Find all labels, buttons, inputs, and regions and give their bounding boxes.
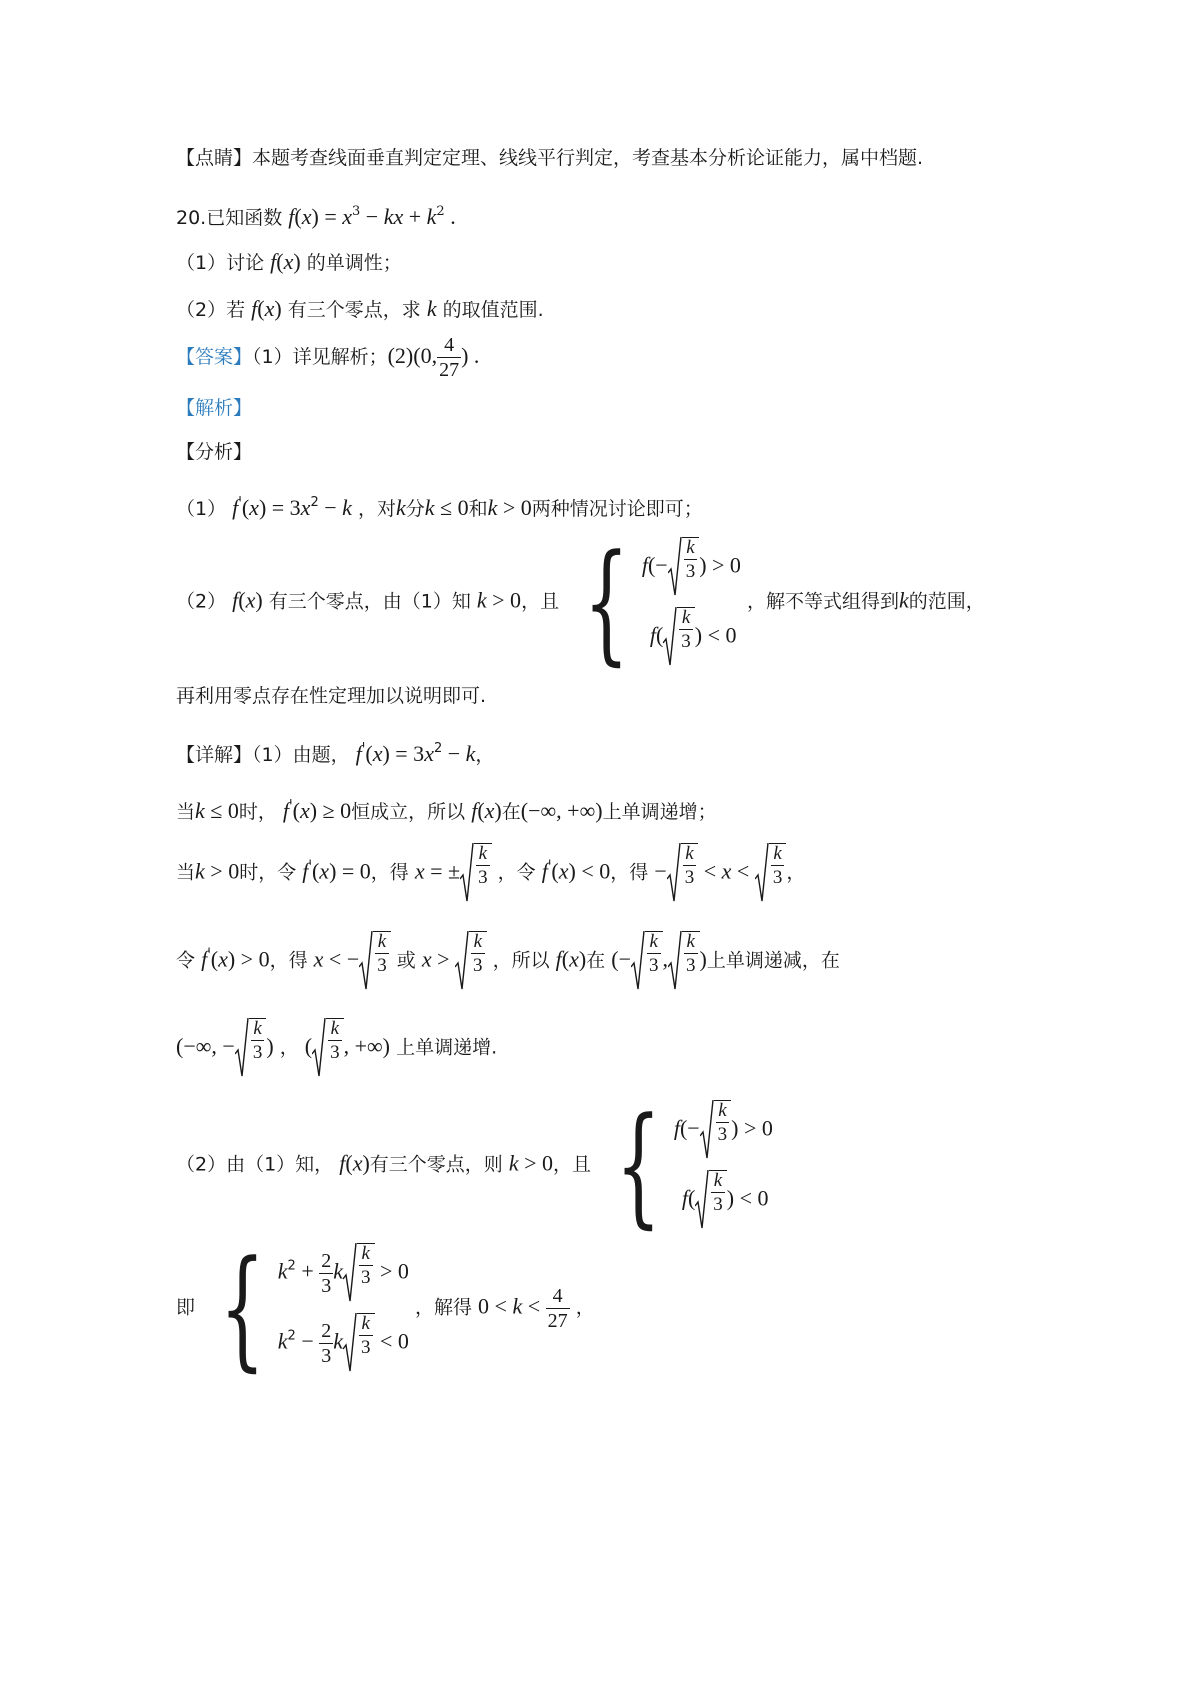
fenxi-label: 【分析】 xyxy=(176,441,253,463)
dianjing-text: 本题考查线面垂直判定定理、线线平行判定，考查基本分析论证能力，属中档题. xyxy=(252,147,924,169)
detail-line3: 当k > 0时，令 f'(x) = 0，得 x = ± $\frac{k}{3}$ ，令 f'(x) < 0，得 − $\frac{k}{3}$ < x < $\frac{k}{3}$ ， xyxy=(176,843,805,903)
answer-label: 【答案】 xyxy=(176,346,253,368)
dianjing-label: 【点睛】 xyxy=(176,147,253,169)
detail-line7: 即 { $k^2$ + $\frac{2}{3}$ k $\frac{k}{3}$ > 0 $k^2$ − $\frac{2}{3}$ k $\frac{k}{3}$ < 0 ，解得 0 < k < $\frac{4}{27}$ ， xyxy=(176,1232,595,1384)
fraction-4-27: $\frac{4}{27}$ xyxy=(439,334,460,381)
fenxi-part1: （1） $f'(x) = 3x^2 - k$ ，对k分k ≤ 0和k > 0两种情况讨论即可； xyxy=(176,495,703,520)
inequality-system-3: { $k^2$ + $\frac{2}{3}$ k $\frac{k}{3}$ > 0 $k^2$ − $\frac{2}{3}$ k $\frac{k}{3}$ < 0 xyxy=(219,1232,409,1384)
function-definition: $f(x) = x^3$ − kx + $k^2$ . xyxy=(288,204,456,229)
fenxi-part2-cont: 再利用零点存在性定理加以说明即可. xyxy=(176,685,487,707)
problem-stem-prefix: 已知函数 xyxy=(206,207,283,229)
detail-line2: 当k ≤ 0时， f'(x) ≥ 0恒成立，所以 f(x)在(−∞, +∞)上单调递增； xyxy=(176,798,717,823)
detail-line6: （2）由（1）知， f(x)有三个零点，则 k > 0，且 { f(− $\frac{k}{3}$ ) > 0 f( $\frac{k}{3}$ ) < 0 xyxy=(176,1089,773,1241)
inequality-system-2: { f(− $\frac{k}{3}$ ) > 0 f( $\frac{k}{3}$ ) < 0 xyxy=(615,1089,773,1241)
dianjing-line xyxy=(176,143,923,173)
problem-number: 20. xyxy=(176,207,207,229)
detail-line1: 【详解】（1）由题， $f'(x) = 3x^2 - k$， xyxy=(176,741,495,766)
inequality-system-1: { f(− $\frac{k}{3}$ ) > 0 f( $\frac{k}{3}$ ) < 0 xyxy=(583,526,741,678)
problem-part2: （2）若 f(x) 有三个零点，求 k 的取值范围. xyxy=(176,296,544,321)
problem-stem xyxy=(176,197,456,233)
answer-line: 【答案】（1）详见解析；(2)(0, $\frac{4}{27}$ ) . xyxy=(176,334,480,381)
detail-line5: (−∞, − $\frac{k}{3}$ ) ， ( $\frac{k}{3}$ , +∞) 上单调递增. xyxy=(176,1018,497,1078)
fenxi-part2: （2） f(x) 有三个零点，由（1）知 k > 0，且 { f(− $\frac{k}{3}$ ) > 0 f( $\frac{k}{3}$ ) < 0 ，解不等式组得到k的范围， xyxy=(176,526,985,678)
detail-line4: 令 f'(x) > 0，得 x < − $\frac{k}{3}$ 或 x > $\frac{k}{3}$ ，所以 f(x)在 (− $\frac{k}{3}$ , $\frac{k}{3}$ )上单调递减，在 xyxy=(176,931,840,991)
problem-part1: （1）讨论 f(x) 的单调性； xyxy=(176,249,402,274)
analysis-label: 【解析】 xyxy=(176,397,253,419)
